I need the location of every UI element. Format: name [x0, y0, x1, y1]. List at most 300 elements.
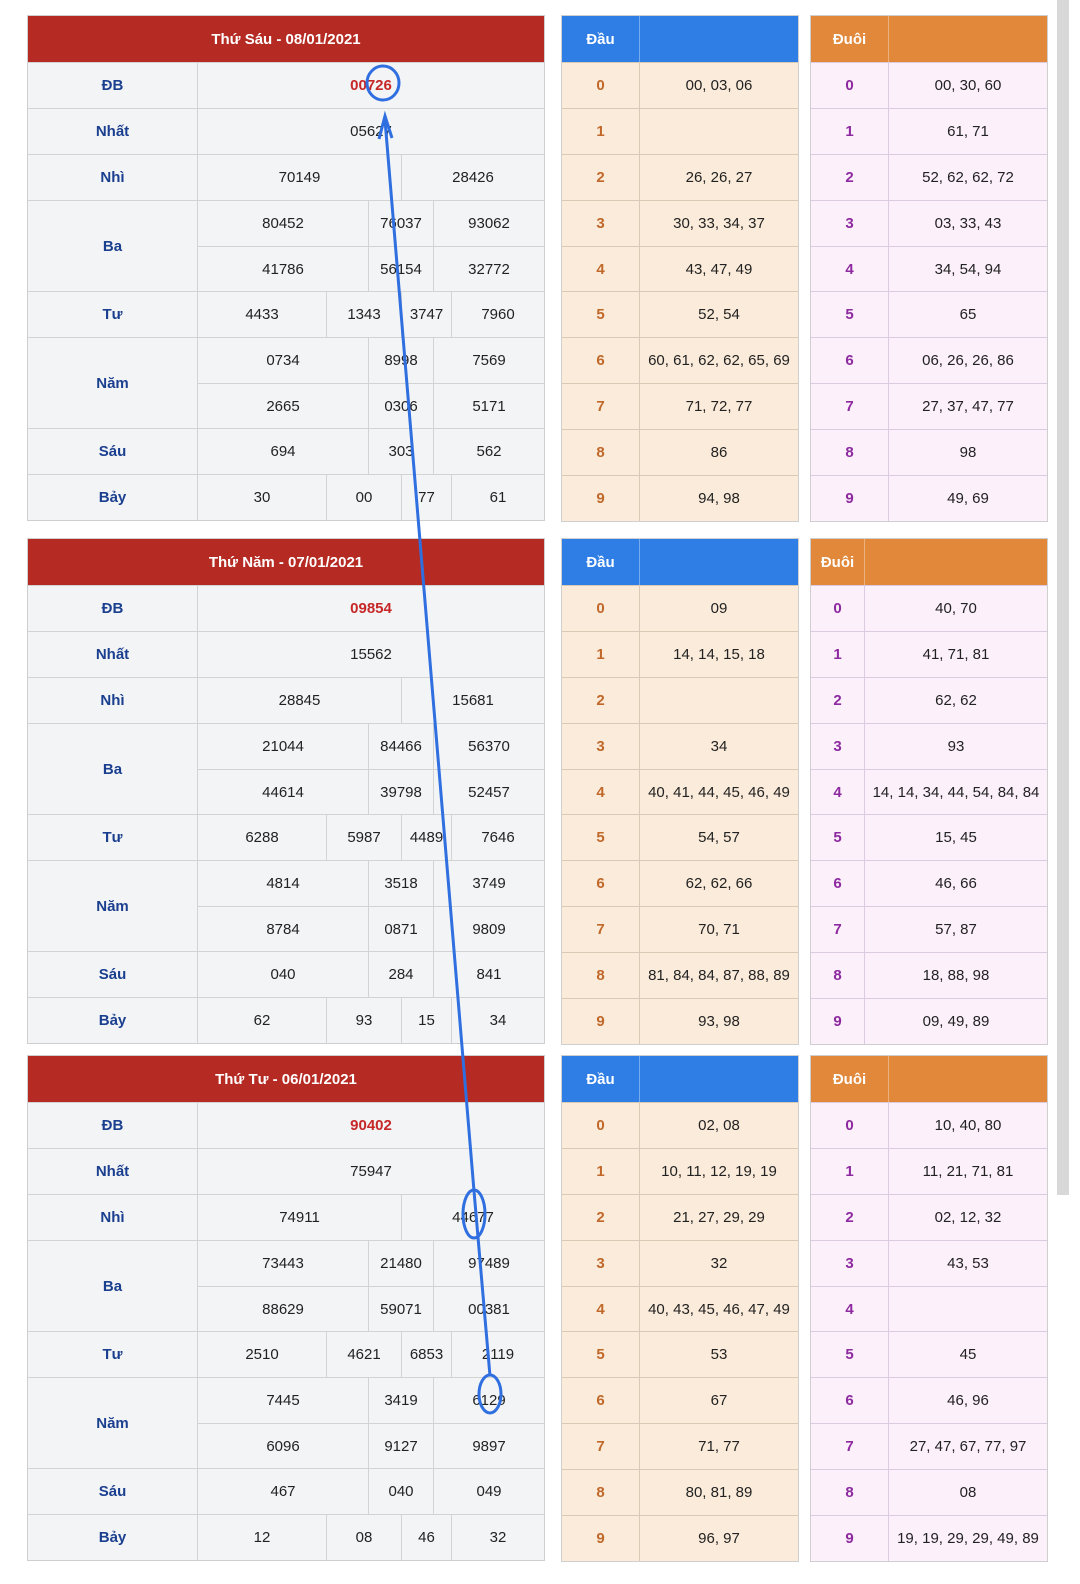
dau-table: [561, 538, 799, 1045]
prize-values: [198, 815, 544, 860]
lotto-row: [811, 952, 1047, 998]
draw-block: [0, 1055, 1080, 1565]
duoi-table: [810, 1055, 1048, 1562]
prize-row: [28, 951, 544, 997]
lotto-row: [811, 200, 1047, 246]
prize-number: 9809: [433, 907, 544, 951]
prize-number: 15562: [350, 646, 392, 663]
lotto-row: [811, 677, 1047, 723]
prize-row: [28, 1331, 544, 1377]
lotto-digit: 6: [562, 861, 640, 906]
lotto-row: [811, 585, 1047, 631]
lotto-values: 43, 47, 49: [685, 260, 753, 278]
lotto-values: 61, 71: [947, 122, 989, 140]
lotto-row: [562, 475, 798, 521]
lotto-digit: 0: [562, 1103, 640, 1148]
lotto-row: [562, 337, 798, 383]
prize-row: [28, 428, 544, 474]
prize-line: [198, 109, 544, 154]
prize-number: 7960: [451, 292, 544, 337]
prize-number: 9897: [433, 1424, 544, 1468]
prize-number: 73443: [262, 1255, 304, 1272]
prize-number: 284: [368, 952, 433, 997]
lotto-digit: 4: [562, 770, 640, 815]
prize-values: [198, 1103, 544, 1148]
prize-number: 76037: [368, 201, 433, 246]
prize-line: [198, 292, 544, 337]
lotto-row: [811, 337, 1047, 383]
lotto-digit: 1: [811, 632, 865, 677]
prize-values: [198, 63, 544, 108]
lotto-values: 57, 87: [935, 921, 977, 939]
header-label: Đuôi: [811, 16, 889, 62]
lotto-row: [811, 631, 1047, 677]
lotto-digit: 9: [562, 1516, 640, 1561]
lotto-row: [811, 1286, 1047, 1332]
prize-values: [198, 155, 544, 200]
lotto-digit: 9: [562, 476, 640, 521]
duoi-table: [810, 538, 1048, 1045]
prize-row: [28, 631, 544, 677]
prize-values: [198, 861, 544, 951]
lotto-row: [811, 1515, 1047, 1561]
lotto-digit: 4: [811, 770, 865, 815]
lotto-values: 02, 12, 32: [934, 1208, 1002, 1226]
lotto-row: [811, 860, 1047, 906]
lotto-digit: 7: [811, 907, 865, 952]
prize-values: [198, 678, 544, 723]
lotto-row: [562, 585, 798, 631]
prize-number: 0734: [266, 352, 300, 369]
prize-number: 6853: [401, 1332, 451, 1377]
prize-values: [198, 1241, 544, 1331]
prize-number: 28426: [401, 155, 544, 200]
lotto-digit: 3: [811, 724, 865, 769]
lotto-row: [562, 631, 798, 677]
lotto-digit: 1: [811, 1149, 889, 1194]
lotto-values: 46, 66: [935, 875, 977, 893]
lotto-row: [562, 383, 798, 429]
prize-number: 74911: [279, 1209, 320, 1226]
prize-line: [198, 724, 544, 769]
lotto-row: [811, 1148, 1047, 1194]
prize-label: Bảy: [28, 475, 198, 520]
lotto-row: [811, 998, 1047, 1044]
lotto-values: 02, 08: [698, 1116, 740, 1134]
lotto-row: [562, 906, 798, 952]
prize-line: [198, 201, 544, 246]
lotto-digit: 3: [811, 201, 889, 246]
dau-table: [561, 1055, 799, 1562]
header-label: Đầu: [562, 539, 640, 585]
prize-values: [198, 1195, 544, 1240]
prize-number: 7646: [451, 815, 544, 860]
lotto-row: [811, 246, 1047, 292]
prize-number: 303: [368, 429, 433, 474]
prize-row: [28, 108, 544, 154]
scrollbar[interactable]: [1057, 0, 1069, 1195]
prize-number: 2119: [451, 1332, 544, 1377]
prize-line: [198, 1423, 544, 1468]
lotto-digit: 5: [811, 292, 889, 337]
table-header: [562, 16, 798, 62]
lotto-digit: 3: [811, 1241, 889, 1286]
lotto-row: [811, 154, 1047, 200]
lotto-digit: 7: [562, 907, 640, 952]
lotto-values: 27, 37, 47, 77: [922, 398, 1014, 416]
prize-line: [198, 155, 544, 200]
lotto-digit: 3: [562, 201, 640, 246]
draw-title: Thứ Sáu - 08/01/2021: [28, 16, 544, 62]
prize-number: 4433: [245, 306, 279, 323]
lotto-digit: 2: [562, 1195, 640, 1240]
lotto-values: 94, 98: [698, 489, 740, 507]
prize-number: 08: [326, 1515, 401, 1560]
lotto-row: [811, 1331, 1047, 1377]
lotto-values: 98: [959, 444, 977, 462]
prize-row: [28, 1148, 544, 1194]
lotto-digit: 6: [562, 338, 640, 383]
lotto-row: [811, 1423, 1047, 1469]
lotto-values: 52, 54: [698, 306, 740, 324]
lotto-values: 65: [959, 306, 977, 324]
lotto-row: [562, 1286, 798, 1332]
lotto-row: [811, 906, 1047, 952]
lotto-values: 40, 70: [935, 599, 977, 617]
prize-number: 049: [433, 1469, 544, 1514]
prize-number: 88629: [262, 1300, 304, 1318]
lotto-row: [562, 429, 798, 475]
prize-number: 44614: [262, 783, 304, 801]
prize-row: [28, 62, 544, 108]
lotto-values: 71, 72, 77: [685, 398, 753, 416]
lotto-digit: 5: [562, 292, 640, 337]
lotto-digit: 2: [562, 678, 640, 723]
prize-label: Tư: [28, 815, 198, 860]
prize-number: 61: [451, 475, 544, 520]
lotto-values: 14, 14, 15, 18: [673, 645, 765, 663]
prize-number: 8784: [266, 920, 300, 938]
lotto-row: [562, 1148, 798, 1194]
lotto-values: 80, 81, 89: [685, 1484, 753, 1502]
draw-block: [0, 15, 1080, 525]
lotto-values: 40, 41, 44, 45, 46, 49: [648, 783, 790, 801]
prize-number: 00726: [350, 77, 392, 94]
prize-label: Năm: [28, 338, 198, 428]
lotto-digit: 9: [811, 999, 865, 1044]
lotto-digit: 0: [562, 63, 640, 108]
lotto-row: [562, 998, 798, 1044]
table-header: [811, 16, 1047, 62]
lotto-digit: 8: [811, 1470, 889, 1515]
prize-label: Tư: [28, 1332, 198, 1377]
prize-line: [198, 475, 544, 520]
prize-row: [28, 291, 544, 337]
lotto-values: 40, 43, 45, 46, 47, 49: [648, 1300, 790, 1318]
table-header: [562, 539, 798, 585]
lotto-digit: 7: [562, 1424, 640, 1469]
lotto-row: [811, 1377, 1047, 1423]
prize-number: 3419: [368, 1378, 433, 1423]
duoi-table: [810, 15, 1048, 522]
lotto-row: [811, 1469, 1047, 1515]
prize-number: 040: [270, 966, 296, 983]
prize-number: 0306: [368, 384, 433, 428]
lotto-digit: 2: [811, 1195, 889, 1240]
prize-values: [198, 1515, 544, 1560]
lotto-row: [811, 383, 1047, 429]
prize-number: 46: [401, 1515, 451, 1560]
lotto-values: 86: [710, 444, 728, 462]
lotto-row: [562, 1423, 798, 1469]
lotto-values: 93, 98: [698, 1012, 740, 1030]
prize-line: [198, 383, 544, 428]
prize-row: [28, 1194, 544, 1240]
prize-values: [198, 292, 544, 337]
prize-values: [198, 109, 544, 154]
lotto-values: 60, 61, 62, 62, 65, 69: [648, 352, 790, 370]
prize-line: [198, 678, 544, 723]
prize-label: ĐB: [28, 63, 198, 108]
prize-row: [28, 1240, 544, 1331]
lotto-values: 71, 77: [698, 1438, 740, 1456]
lotto-row: [562, 1469, 798, 1515]
prize-line: [198, 1103, 544, 1148]
lotto-digit: 1: [562, 632, 640, 677]
lotto-values: 54, 57: [698, 829, 740, 847]
lotto-values: 62, 62, 66: [685, 875, 753, 893]
lotto-digit: 5: [562, 815, 640, 860]
prize-number: 77: [401, 475, 451, 520]
lotto-row: [811, 769, 1047, 815]
lotto-values: 09: [710, 599, 728, 617]
prize-number: 2665: [266, 397, 300, 415]
prize-label: Tư: [28, 292, 198, 337]
prize-number: 3747: [401, 292, 451, 337]
lotto-values: 30, 33, 34, 37: [673, 214, 765, 232]
prize-line: [198, 952, 544, 997]
prize-values: [198, 998, 544, 1043]
prize-row: [28, 1102, 544, 1148]
prize-row: [28, 814, 544, 860]
lotto-digit: 1: [562, 1149, 640, 1194]
header-label: Đầu: [562, 16, 640, 62]
prize-number: 05627: [350, 123, 392, 140]
prize-line: [198, 429, 544, 474]
prize-number: 6129: [433, 1378, 544, 1423]
draw-title: Thứ Năm - 07/01/2021: [28, 539, 544, 585]
lotto-values: 19, 19, 29, 29, 49, 89: [897, 1529, 1039, 1547]
lotto-row: [562, 1194, 798, 1240]
prize-number: 00: [326, 475, 401, 520]
lotto-row: [811, 62, 1047, 108]
prize-label: Nhì: [28, 678, 198, 723]
prize-number: 39798: [368, 770, 433, 814]
lotto-values: 34: [710, 737, 728, 755]
lotto-values: 81, 84, 84, 87, 88, 89: [648, 967, 790, 985]
prize-number: 21044: [262, 738, 304, 755]
lotto-digit: 6: [562, 1378, 640, 1423]
prize-number: 56154: [368, 247, 433, 291]
lotto-digit: 7: [562, 384, 640, 429]
prize-number: 15: [401, 998, 451, 1043]
prize-line: [198, 246, 544, 291]
header-label: Đuôi: [811, 539, 865, 585]
prize-label: Năm: [28, 861, 198, 951]
lotto-values: 62, 62: [935, 691, 977, 709]
lotto-values: 00, 03, 06: [685, 76, 753, 94]
lotto-digit: 1: [811, 109, 889, 154]
lotto-digit: 7: [811, 1424, 889, 1469]
prize-number: 30: [253, 489, 271, 506]
lotto-values: [889, 1287, 1047, 1332]
prize-label: Ba: [28, 724, 198, 814]
prize-label: Nhất: [28, 109, 198, 154]
lotto-row: [562, 1515, 798, 1561]
prize-row: [28, 154, 544, 200]
lotto-digit: 4: [562, 1287, 640, 1332]
lotto-values: 09, 49, 89: [922, 1012, 990, 1030]
prize-row: [28, 1377, 544, 1468]
prize-number: 28845: [278, 692, 321, 709]
prize-number: 93062: [433, 201, 544, 246]
lotto-values: 14, 14, 34, 44, 54, 84, 84: [872, 783, 1040, 801]
prize-line: [198, 769, 544, 814]
lotto-digit: 6: [811, 1378, 889, 1423]
prize-number: 00381: [433, 1287, 544, 1331]
prize-number: 9127: [368, 1424, 433, 1468]
lotto-values: [640, 109, 798, 154]
lotto-values: 26, 26, 27: [685, 168, 753, 186]
prize-line: [198, 632, 544, 677]
lotto-row: [811, 1240, 1047, 1286]
prize-number: 467: [270, 1483, 296, 1500]
prize-number: 70149: [278, 169, 321, 186]
lotto-values: 10, 11, 12, 19, 19: [661, 1162, 777, 1180]
prize-number: 97489: [433, 1241, 544, 1286]
lotto-row: [562, 723, 798, 769]
table-header: [562, 1056, 798, 1102]
lotto-digit: 3: [562, 724, 640, 769]
table-header: [811, 539, 1047, 585]
lotto-digit: 2: [811, 155, 889, 200]
prize-label: Nhì: [28, 1195, 198, 1240]
lotto-values: 43, 53: [947, 1254, 989, 1272]
prize-row: [28, 1468, 544, 1514]
lotto-values: 96, 97: [698, 1529, 740, 1547]
prize-label: Nhất: [28, 1149, 198, 1194]
lotto-digit: 6: [811, 338, 889, 383]
lotto-row: [562, 1240, 798, 1286]
lotto-digit: 4: [562, 247, 640, 292]
lotto-row: [562, 769, 798, 815]
results-table: [27, 538, 545, 1044]
prize-line: [198, 586, 544, 631]
prize-row: [28, 1514, 544, 1560]
lotto-digit: 5: [562, 1332, 640, 1377]
prize-row: [28, 585, 544, 631]
lotto-digit: 8: [562, 1470, 640, 1515]
lotto-digit: 5: [811, 815, 865, 860]
prize-number: 4489: [401, 815, 451, 860]
prize-line: [198, 998, 544, 1043]
prize-number: 15681: [401, 678, 544, 723]
prize-values: [198, 1332, 544, 1377]
prize-values: [198, 429, 544, 474]
prize-row: [28, 997, 544, 1043]
prize-label: Sáu: [28, 952, 198, 997]
header-label: Đầu: [562, 1056, 640, 1102]
prize-number: 90402: [350, 1117, 392, 1134]
prize-values: [198, 632, 544, 677]
prize-values: [198, 201, 544, 291]
prize-number: 3518: [368, 861, 433, 906]
lotto-row: [562, 1331, 798, 1377]
lotto-row: [811, 723, 1047, 769]
lotto-values: 34, 54, 94: [934, 260, 1002, 278]
lotto-digit: 1: [562, 109, 640, 154]
lotto-values: 32: [710, 1254, 728, 1272]
prize-number: 34: [451, 998, 544, 1043]
lotto-row: [811, 291, 1047, 337]
prize-number: 44677: [401, 1195, 544, 1240]
prize-values: [198, 475, 544, 520]
lotto-digit: 2: [811, 678, 865, 723]
lotto-digit: 6: [811, 861, 865, 906]
prize-number: 8998: [368, 338, 433, 383]
lotto-digit: 4: [811, 1287, 889, 1332]
prize-number: 2510: [245, 1346, 279, 1363]
prize-label: Bảy: [28, 998, 198, 1043]
prize-values: [198, 1149, 544, 1194]
lotto-row: [562, 154, 798, 200]
prize-label: Ba: [28, 201, 198, 291]
prize-number: 5171: [433, 384, 544, 428]
prize-row: [28, 474, 544, 520]
prize-row: [28, 337, 544, 428]
prize-number: 12: [253, 1529, 271, 1546]
lotto-values: 53: [710, 1346, 728, 1364]
lotto-values: 15, 45: [935, 829, 977, 847]
prize-number: 6096: [266, 1437, 300, 1455]
lotto-values: 11, 21, 71, 81: [922, 1162, 1014, 1180]
prize-number: 52457: [433, 770, 544, 814]
lotto-row: [562, 1377, 798, 1423]
lotto-digit: 8: [811, 430, 889, 475]
draw-block: [0, 538, 1080, 1048]
prize-number: 21480: [368, 1241, 433, 1286]
lotto-row: [562, 108, 798, 154]
lotto-values: [640, 678, 798, 723]
prize-line: [198, 63, 544, 108]
prize-line: [198, 1515, 544, 1560]
prize-number: 62: [253, 1012, 271, 1029]
lotto-values: 18, 88, 98: [922, 967, 990, 985]
lotto-row: [562, 62, 798, 108]
lotto-digit: 2: [562, 155, 640, 200]
lotto-values: 52, 62, 62, 72: [922, 168, 1014, 186]
prize-values: [198, 724, 544, 814]
prize-line: [198, 861, 544, 906]
prize-number: 56370: [433, 724, 544, 769]
lotto-row: [811, 475, 1047, 521]
lotto-values: 49, 69: [947, 489, 989, 507]
prize-number: 09854: [350, 600, 392, 617]
prize-label: ĐB: [28, 586, 198, 631]
prize-label: Năm: [28, 1378, 198, 1468]
prize-values: [198, 1469, 544, 1514]
lotto-values: 10, 40, 80: [934, 1116, 1002, 1134]
